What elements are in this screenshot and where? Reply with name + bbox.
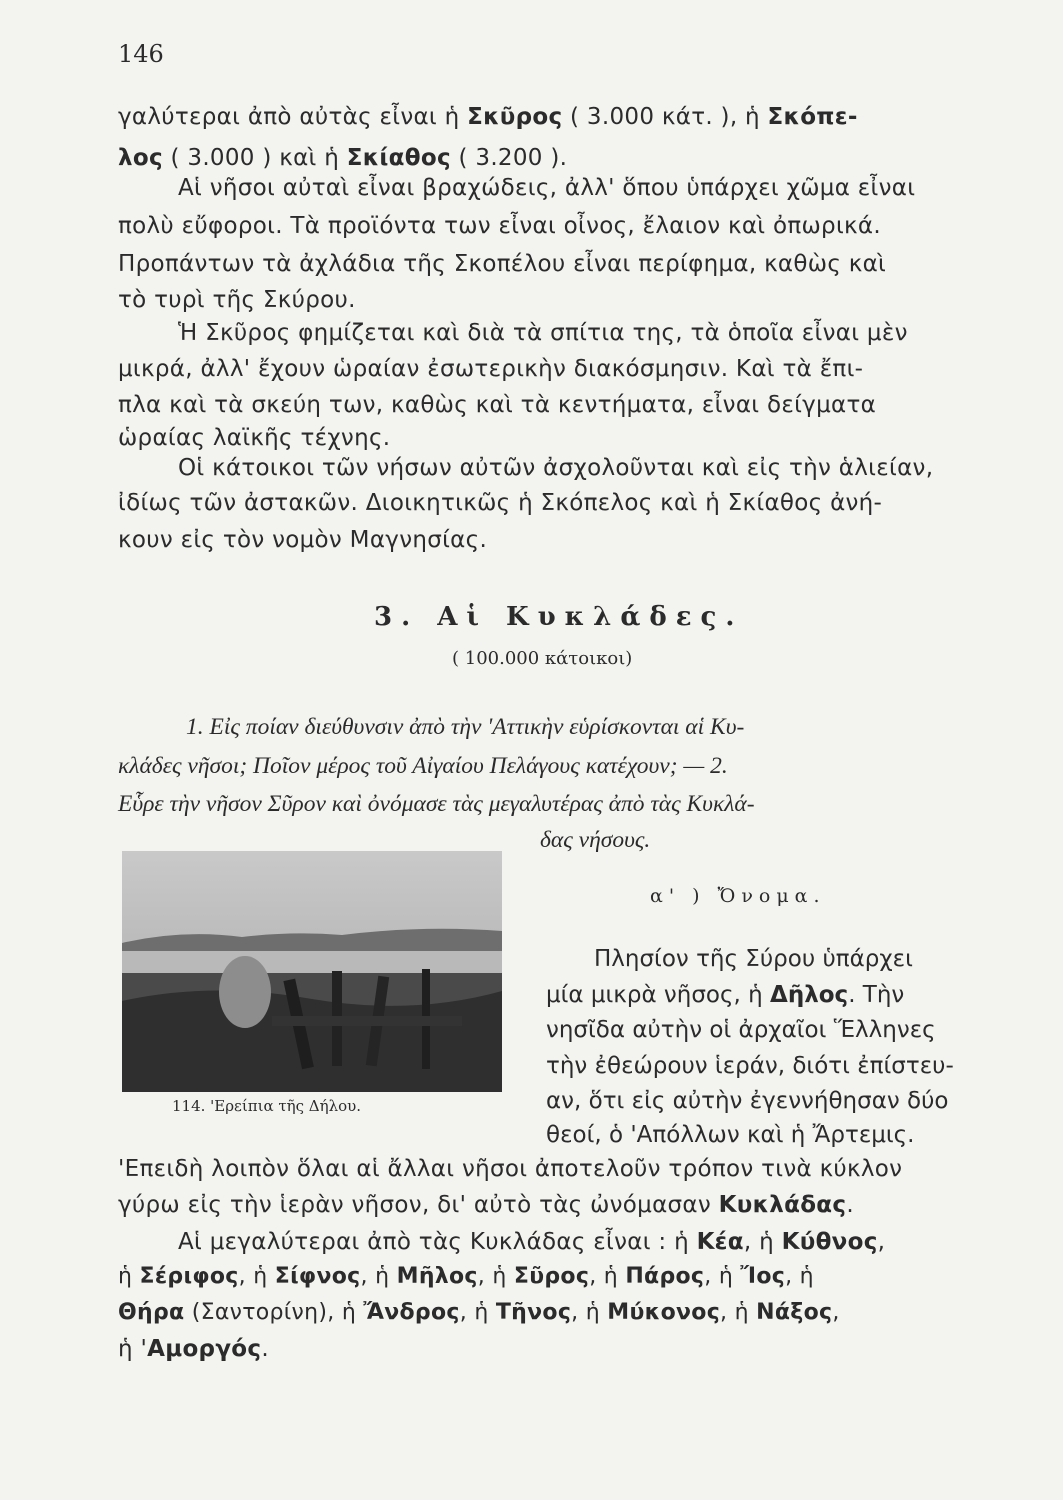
text-line: πολὺ εὔφοροι. Τὰ προϊόντα των εἶναι οἶνος, ἔλαιον καὶ ὀπωρικά.	[118, 213, 881, 239]
text-line: Οἱ κάτοικοι τῶν νήσων αὐτῶν ἀσχολοῦνται καὶ εἰς τὴν ἁλιείαν,	[178, 455, 934, 481]
text-line: μία μικρὰ νῆσος, ἡ Δῆλος. Τὴν	[546, 982, 905, 1008]
text-line: ὡραίας λαϊκῆς τέχνης.	[118, 425, 391, 451]
section-population: ( 100.000 κάτοικοι)	[452, 648, 633, 669]
photo-image	[122, 851, 502, 1092]
text-line: τὴν ἐθεώρουν ἱεράν, διότι ἐπίστευ-	[546, 1053, 954, 1079]
text-line: Ἡ Σκῦρος φημίζεται καὶ διὰ τὰ σπίτια της, τὰ ὁποῖα εἶναι μὲν	[178, 320, 908, 346]
text-line: ἰδίως τῶν ἀστακῶν. Διοικητικῶς ἡ Σκόπελος καὶ ἡ Σκίαθος ἀνή-	[118, 490, 883, 516]
text-line: ἡ 'Αμοργός.	[118, 1336, 269, 1362]
text-line: Προπάντων τὰ ἀχλάδια τῆς Σκοπέλου εἶναι περίφημα, καθὼς καὶ	[118, 251, 887, 277]
text-line: αν, ὅτι εἰς αὐτὴν ἐγεννήθησαν δύο	[546, 1088, 949, 1114]
question-line: 1. Εἰς ποίαν διεύθυνσιν ἀπὸ τὴν 'Αττικὴν εὑρίσκονται αἱ Κυ-	[186, 714, 745, 740]
figure-caption: 114. 'Ερείπια τῆς Δήλου.	[172, 1097, 362, 1115]
text-line: γύρω εἰς τὴν ἱερὰν νῆσον, δι' αὐτὸ τὰς ὠνόμασαν Κυκλάδας.	[118, 1192, 854, 1218]
text-line: τὸ τυρὶ τῆς Σκύρου.	[118, 287, 356, 313]
figure-photo-ruins-of-delos	[122, 851, 502, 1092]
text-line: ἡ Σέριφος, ἡ Σίφνος, ἡ Μῆλος, ἡ Σῦρος, ἡ Πάρος, ἡ Ἴος, ἡ	[118, 1264, 814, 1289]
text-line: Αἱ μεγαλύτεραι ἀπὸ τὰς Κυκλάδας εἶναι : ἡ Κέα, ἡ Κύθνος,	[178, 1229, 886, 1255]
text-line: λος ( 3.000 ) καὶ ἡ Σκίαθος ( 3.200 ).	[118, 145, 568, 171]
question-line: Εὗρε τὴν νῆσον Σῦρον καὶ ὀνόμασε τὰς μεγαλυτέρας ἀπὸ τὰς Κυκλά-	[118, 791, 755, 817]
text-line: Θήρα (Σαντορίνη), ἡ Ἄνδρος, ἡ Τῆνος, ἡ Μύκονος, ἡ Νάξος,	[118, 1300, 840, 1325]
text-line: πλα καὶ τὰ σκεύη των, καθὼς καὶ τὰ κεντήματα, εἶναι δείγματα	[118, 392, 877, 418]
text-line: θεοί, ὁ 'Απόλλων καὶ ἡ Ἄρτεμις.	[546, 1122, 915, 1148]
text-line: Αἱ νῆσοι αὐταὶ εἶναι βραχώδεις, ἀλλ' ὅπου ὑπάρχει χῶμα εἶναι	[178, 175, 916, 201]
text-line: γαλύτεραι ἀπὸ αὐτὰς εἶναι ἡ Σκῦρος ( 3.000 κάτ. ), ἡ Σκόπε-	[118, 104, 858, 130]
text-line: 'Επειδὴ λοιπὸν ὅλαι αἱ ἄλλαι νῆσοι ἀποτελοῦν τρόπον τινὰ κύκλον	[118, 1156, 903, 1182]
subsection-title: α' ) Ὄνομα.	[650, 885, 826, 907]
question-line: δας νήσους.	[540, 827, 651, 853]
text-line: κουν εἰς τὸν νομὸν Μαγνησίας.	[118, 527, 488, 553]
question-line: κλάδες νῆσοι; Ποῖον μέρος τοῦ Αἰγαίου Πελάγους κατέχουν; — 2.	[118, 753, 728, 779]
text-line: μικρά, ἀλλ' ἔχουν ὡραίαν ἐσωτερικὴν διακόσμησιν. Καὶ τὰ ἔπι-	[118, 356, 864, 382]
section-heading: 3. Αἱ Κυκλάδες.	[374, 602, 744, 632]
page-number: 146	[118, 40, 164, 68]
text-line: νησῖδα αὐτὴν οἱ ἀρχαῖοι Ἕλληνες	[546, 1017, 936, 1043]
text-line: Πλησίον τῆς Σύρου ὑπάρχει	[594, 946, 913, 972]
